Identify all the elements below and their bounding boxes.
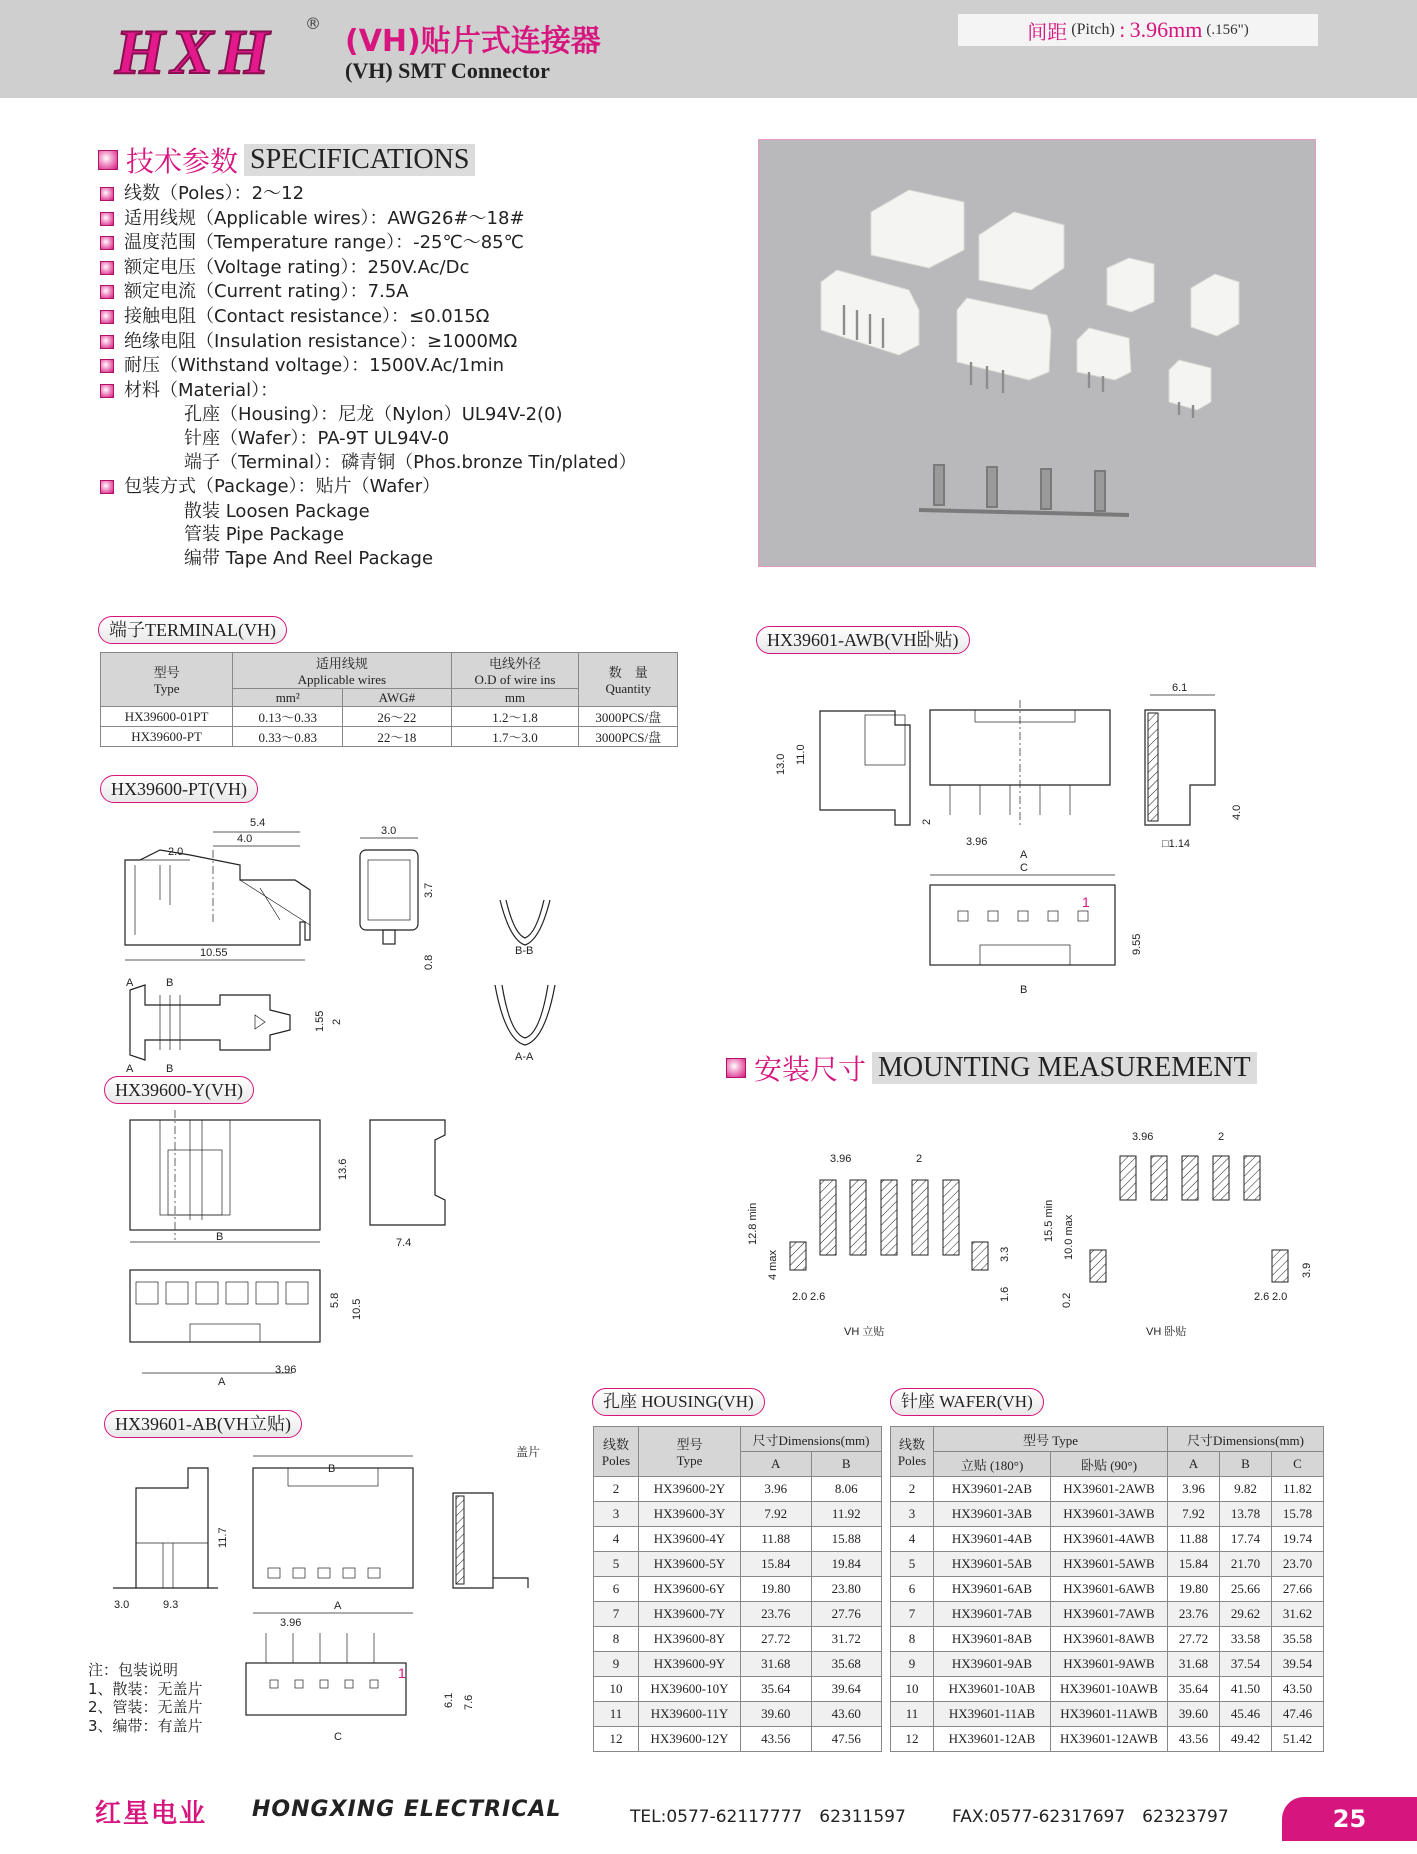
table-cell: HX39601-5AB	[934, 1552, 1051, 1577]
telephone: TEL:0577-62117777 62311597	[630, 1807, 906, 1827]
pitch-badge	[958, 14, 1318, 46]
bullet-icon	[100, 359, 114, 373]
table-cell: HX39600-4Y	[639, 1527, 741, 1552]
awg-header: AWG#	[343, 689, 451, 707]
table-row	[594, 1727, 882, 1752]
table-row	[891, 1552, 1324, 1577]
table-cell: HX39600-2Y	[639, 1477, 741, 1502]
dim-label: A-A	[515, 1051, 534, 1063]
fax: FAX:0577-62317697 62323797	[952, 1807, 1229, 1827]
table-cell: HX39601-3AB	[934, 1502, 1051, 1527]
table-row	[594, 1477, 882, 1502]
col-b-header: B	[1219, 1452, 1271, 1477]
dim-label: 4.0	[237, 833, 253, 845]
table-cell: 19.80	[1168, 1577, 1220, 1602]
dim-label: B-B	[515, 945, 534, 957]
table-cell: HX39601-12AWB	[1051, 1727, 1168, 1752]
packaging-note: 注：包装说明 1、散装：无盖片 2、管装：无盖片 3、编带：有盖片	[88, 1661, 203, 1735]
table-cell: 49.42	[1219, 1727, 1271, 1752]
material-item: 孔座（Housing）：尼龙（Nylon）UL94V-2(0)	[184, 404, 563, 426]
dim-label: 2	[916, 1153, 923, 1165]
dims-header: 尺寸Dimensions(mm)	[1168, 1427, 1324, 1452]
table-cell: 8	[594, 1627, 639, 1652]
table-cell: 6	[891, 1577, 934, 1602]
table-cell: 31.72	[811, 1627, 882, 1652]
table-cell: HX39601-11AB	[934, 1702, 1051, 1727]
dim-label: 3.96	[966, 836, 988, 848]
table-cell: 3.96	[741, 1477, 812, 1502]
table-cell: 35.64	[1168, 1677, 1220, 1702]
table-cell: 47.56	[811, 1727, 882, 1752]
mounting-title-cn: 安装尺寸	[754, 1053, 867, 1086]
page-title-en: (VH) SMT Connector	[345, 58, 550, 83]
company-name-en: HONGXING ELECTRICAL	[252, 1797, 562, 1822]
table-cell: 43.56	[741, 1727, 812, 1752]
terminal-qty-header: 数 量 Quantity	[579, 653, 678, 707]
table-cell: 8.06	[811, 1477, 882, 1502]
table-cell: 39.64	[811, 1677, 882, 1702]
type-header: 型号 Type	[934, 1427, 1168, 1452]
page-title-cn: (VH)贴片式连接器	[345, 24, 601, 59]
table-row	[594, 1552, 882, 1577]
table-cell: 33.58	[1219, 1627, 1271, 1652]
table-cell: 9.82	[1219, 1477, 1271, 1502]
dim-label: 10.0 max	[1063, 1214, 1075, 1260]
housing-table-body	[594, 1477, 882, 1752]
table-row	[891, 1727, 1324, 1752]
type-header: 型号 Type	[639, 1427, 741, 1477]
bullet-icon	[100, 261, 114, 275]
dim-label: 2	[1218, 1131, 1225, 1143]
y-label: HX39600-Y(VH)	[104, 1076, 254, 1104]
table-row	[891, 1677, 1324, 1702]
dim-label: 7.6	[463, 1694, 475, 1710]
dim-label: A	[126, 977, 134, 989]
table-cell: 43.50	[1271, 1677, 1323, 1702]
table-cell: 23.76	[1168, 1602, 1220, 1627]
dim-label: □1.14	[1162, 838, 1191, 850]
terminal-label: 端子TERMINAL(VH)	[98, 616, 287, 644]
dim-label: 3.0	[381, 825, 397, 837]
table-cell: HX39600-9Y	[639, 1652, 741, 1677]
table-cell: 31.62	[1271, 1602, 1323, 1627]
table-cell: HX39601-4AWB	[1051, 1527, 1168, 1552]
dim-label: B	[216, 1231, 224, 1243]
table-cell: 11.92	[811, 1502, 882, 1527]
table-cell: 15.88	[811, 1527, 882, 1552]
table-cell: 23.76	[741, 1602, 812, 1627]
table-cell: HX39601-8AWB	[1051, 1627, 1168, 1652]
bullet-icon	[100, 480, 114, 494]
std-header: 立贴 (180°)	[934, 1452, 1051, 1477]
table-cell: 43.60	[811, 1702, 882, 1727]
package-item: 散装 Loosen Package	[184, 500, 370, 522]
dim-label: 2.0	[168, 846, 184, 858]
table-cell: 3	[594, 1502, 639, 1527]
dim-label: B	[328, 1463, 336, 1475]
table-row: HX39600-01PT 0.13～0.33 26～22 1.2～1.8 3000PCS/盘	[101, 707, 678, 727]
table-cell: 27.66	[1271, 1577, 1323, 1602]
terminal-table	[100, 652, 678, 747]
table-row	[891, 1702, 1324, 1727]
table-cell: 6	[594, 1577, 639, 1602]
pitch-value: 3.96mm	[1129, 17, 1203, 42]
spec-item: 额定电压（Voltage rating）：250V.Ac/Dc	[100, 256, 636, 281]
wafer-table	[890, 1426, 1324, 1752]
dim-label: 2	[331, 1018, 343, 1025]
table-cell: 7.92	[741, 1502, 812, 1527]
table-row	[594, 1677, 882, 1702]
dim-label: 2.6	[1254, 1291, 1270, 1303]
ab-label: HX39601-AB(VH立贴)	[104, 1410, 302, 1438]
table-cell: 31.68	[1168, 1652, 1220, 1677]
awb-label: HX39601-AWB(VH卧贴)	[756, 626, 970, 654]
table-cell: 27.72	[1168, 1627, 1220, 1652]
bullet-icon	[100, 384, 114, 398]
dim-label: C	[334, 1731, 342, 1743]
table-row	[891, 1627, 1324, 1652]
dim-label: 11.7	[217, 1527, 229, 1548]
connector-photo-illustration	[759, 140, 1315, 566]
dim-label: 3.3	[999, 1246, 1011, 1262]
table-row	[891, 1502, 1324, 1527]
dim-label: B	[1020, 984, 1028, 996]
table-cell: 9	[891, 1652, 934, 1677]
table-cell: HX39601-6AB	[934, 1577, 1051, 1602]
product-photo	[758, 139, 1316, 567]
spec-item: 线数（Poles）：2～12	[100, 182, 636, 207]
dim-label: C	[1020, 862, 1028, 874]
table-cell: 15.84	[1168, 1552, 1220, 1577]
table-row: HX39600-PT 0.33～0.83 22～18 1.7～3.0 3000PCS/盘	[101, 727, 678, 747]
spec-item: 接触电阻（Contact resistance）：≤0.015Ω	[100, 305, 636, 330]
table-cell: HX39600-12Y	[639, 1727, 741, 1752]
table-cell: 17.74	[1219, 1527, 1271, 1552]
mm2-header: mm²	[233, 689, 343, 707]
table-cell: HX39600-11Y	[639, 1702, 741, 1727]
table-cell: 4	[594, 1527, 639, 1552]
dim-label: 2.0	[1272, 1291, 1288, 1303]
table-cell: 2	[594, 1477, 639, 1502]
dim-label: 9.3	[163, 1599, 179, 1611]
dim-label: 13.6	[337, 1158, 349, 1180]
table-cell: 11	[891, 1702, 934, 1727]
housing-label: 孔座 HOUSING(VH)	[592, 1388, 765, 1416]
bullet-icon	[100, 236, 114, 250]
table-cell: 37.54	[1219, 1652, 1271, 1677]
spec-item: 耐压（Withstand voltage）：1500V.Ac/1min	[100, 354, 636, 379]
table-cell: 23.80	[811, 1577, 882, 1602]
package-item: 管装 Pipe Package	[184, 524, 345, 546]
spec-item: 适用线规（Applicable wires）：AWG26#～18#	[100, 207, 636, 232]
terminal-od-header: 电线外径 O.D of wire ins	[451, 653, 579, 689]
table-cell: HX39601-9AB	[934, 1652, 1051, 1677]
housing-table	[593, 1426, 882, 1752]
bullet-icon	[100, 310, 114, 324]
table-row	[891, 1527, 1324, 1552]
table-cell: 3	[891, 1502, 934, 1527]
table-cell: 25.66	[1219, 1577, 1271, 1602]
table-cell: 10	[594, 1677, 639, 1702]
bullet-icon	[98, 150, 118, 170]
pin1-mark: 1	[1082, 894, 1090, 910]
dim-label: 0.8	[423, 954, 435, 970]
specs-title-en: SPECIFICATIONS	[244, 144, 475, 176]
specs-title-cn: 技术参数	[126, 145, 239, 178]
dim-label: 盖片	[516, 1445, 541, 1459]
specifications-heading	[98, 140, 475, 180]
table-row	[891, 1577, 1324, 1602]
dim-label: 3.96	[275, 1364, 297, 1376]
dims-header: 尺寸Dimensions(mm)	[741, 1427, 882, 1452]
dim-label: 4 max	[767, 1250, 779, 1280]
col-b-header: B	[811, 1452, 882, 1477]
dim-label: B	[166, 1063, 174, 1075]
mounting-caption: VH 立贴	[844, 1326, 885, 1338]
dim-label: 3.96	[1132, 1131, 1154, 1143]
table-cell: 35.68	[811, 1652, 882, 1677]
specs-list	[100, 182, 636, 570]
table-cell: 15.84	[741, 1552, 812, 1577]
table-cell: 39.54	[1271, 1652, 1323, 1677]
dim-label: A	[218, 1376, 226, 1388]
table-cell: HX39601-6AWB	[1051, 1577, 1168, 1602]
table-cell: 27.76	[811, 1602, 882, 1627]
dim-label: 5.4	[250, 817, 266, 829]
table-cell: 12	[594, 1727, 639, 1752]
table-cell: HX39600-7Y	[639, 1602, 741, 1627]
table-cell: HX39600-6Y	[639, 1577, 741, 1602]
col-c-header: C	[1271, 1452, 1323, 1477]
company-name-cn: 红星电业	[95, 1799, 208, 1829]
table-cell: 19.80	[741, 1577, 812, 1602]
table-cell: HX39601-9AWB	[1051, 1652, 1168, 1677]
table-cell: HX39601-12AB	[934, 1727, 1051, 1752]
dim-label: 3.96	[830, 1153, 852, 1165]
table-cell: HX39601-11AWB	[1051, 1702, 1168, 1727]
spec-item: 材料（Material）：	[100, 379, 636, 404]
pitch-colon: :	[1118, 18, 1126, 42]
dim-label: 0.2	[1061, 1292, 1073, 1308]
table-cell: 43.56	[1168, 1727, 1220, 1752]
spec-item: 温度范围（Temperature range）：-25℃～85℃	[100, 231, 636, 256]
bullet-icon	[100, 212, 114, 226]
table-cell: 23.70	[1271, 1552, 1323, 1577]
table-cell: 7	[594, 1602, 639, 1627]
table-cell: HX39600-3Y	[639, 1502, 741, 1527]
table-cell: HX39600-8Y	[639, 1627, 741, 1652]
dim-label: 6.1	[1172, 682, 1188, 694]
table-cell: 35.64	[741, 1677, 812, 1702]
table-cell: 7	[891, 1602, 934, 1627]
dim-label: A	[1020, 849, 1028, 861]
dim-label: 10.55	[200, 947, 228, 959]
hxh-logo: HXH	[115, 16, 276, 87]
dim-label: A	[126, 1063, 134, 1075]
dim-label: 1.6	[999, 1286, 1011, 1302]
col-a-header: A	[741, 1452, 812, 1477]
table-cell: 35.58	[1271, 1627, 1323, 1652]
table-cell: HX39601-10AB	[934, 1677, 1051, 1702]
table-cell: 3.96	[1168, 1477, 1220, 1502]
table-cell: 19.74	[1271, 1527, 1323, 1552]
table-row	[594, 1702, 882, 1727]
terminal-wires-header: 适用线规 Applicable wires	[233, 653, 451, 689]
table-row	[594, 1577, 882, 1602]
wafer-table-body	[891, 1477, 1324, 1752]
dim-label: 2.6	[810, 1291, 826, 1303]
bullet-icon	[100, 335, 114, 349]
table-cell: 45.46	[1219, 1702, 1271, 1727]
mounting-title-en: MOUNTING MEASUREMENT	[872, 1052, 1257, 1084]
poles-header: 线数 Poles	[594, 1427, 639, 1477]
table-cell: HX39601-4AB	[934, 1527, 1051, 1552]
table-cell: 31.68	[741, 1652, 812, 1677]
table-cell: 2	[891, 1477, 934, 1502]
poles-header: 线数 Poles	[891, 1427, 934, 1477]
bullet-icon	[100, 285, 114, 299]
material-item: 端子（Terminal）：磷青铜（Phos.bronze Tin/plated）	[184, 452, 637, 474]
table-cell: HX39601-5AWB	[1051, 1552, 1168, 1577]
bullet-icon	[726, 1058, 746, 1078]
dim-label: 12.8 min	[747, 1202, 759, 1245]
table-row	[891, 1477, 1324, 1502]
table-cell: 41.50	[1219, 1677, 1271, 1702]
bullet-icon	[100, 187, 114, 201]
page-number: 25	[1282, 1797, 1417, 1841]
table-cell: 39.60	[1168, 1702, 1220, 1727]
spec-item: 额定电流（Current rating）：7.5A	[100, 280, 636, 305]
dim-label: 13.0	[775, 753, 787, 775]
table-row	[594, 1627, 882, 1652]
dim-label: 15.5 min	[1043, 1199, 1055, 1242]
table-cell: 15.78	[1271, 1502, 1323, 1527]
dim-label: 1.55	[314, 1010, 326, 1032]
table-cell: HX39601-8AB	[934, 1627, 1051, 1652]
table-cell: 21.70	[1219, 1552, 1271, 1577]
table-cell: 29.62	[1219, 1602, 1271, 1627]
table-cell: 8	[891, 1627, 934, 1652]
dim-label: 6.1	[443, 1692, 455, 1708]
table-cell: 13.78	[1219, 1502, 1271, 1527]
mounting-caption: VH 卧贴	[1146, 1326, 1187, 1338]
table-cell: 5	[891, 1552, 934, 1577]
table-cell: HX39601-7AB	[934, 1602, 1051, 1627]
dim-label: 3.7	[423, 882, 435, 898]
table-cell: 47.46	[1271, 1702, 1323, 1727]
housing-drawing	[120, 1110, 460, 1390]
table-row	[594, 1652, 882, 1677]
dim-label: 5.8	[329, 1292, 341, 1308]
od-unit-header: mm	[451, 689, 579, 707]
spec-item: 绝缘电阻（Insulation resistance）：≥1000MΩ	[100, 330, 636, 355]
dim-label: 7.4	[396, 1237, 412, 1249]
table-cell: 5	[594, 1552, 639, 1577]
table-cell: HX39601-3AWB	[1051, 1502, 1168, 1527]
table-row	[891, 1602, 1324, 1627]
dim-label: 4.0	[1231, 804, 1243, 820]
pitch-label: 间距	[1027, 19, 1068, 44]
table-cell: 27.72	[741, 1627, 812, 1652]
table-cell: 51.42	[1271, 1727, 1323, 1752]
pitch-inch: (.156")	[1206, 21, 1249, 38]
table-cell: HX39600-5Y	[639, 1552, 741, 1577]
wafer-awb-drawing	[770, 675, 1330, 1005]
table-cell: 11.88	[1168, 1527, 1220, 1552]
terminal-drawing	[100, 810, 580, 1075]
table-row	[594, 1527, 882, 1552]
dim-label: 10.5	[351, 1298, 363, 1320]
dim-label: 2.0	[792, 1291, 808, 1303]
table-cell: 10	[891, 1677, 934, 1702]
dim-label: 3.9	[1301, 1262, 1313, 1278]
ra-header: 卧贴 (90°)	[1051, 1452, 1168, 1477]
table-cell: 39.60	[741, 1702, 812, 1727]
dim-label: 3.0	[114, 1599, 130, 1611]
pin1-mark: 1	[398, 1665, 406, 1681]
terminal-type-header: 型号 Type	[101, 653, 233, 707]
table-cell: 9	[594, 1652, 639, 1677]
spec-item: 包装方式（Package）：贴片（Wafer）	[100, 475, 636, 500]
wafer-label: 针座 WAFER(VH)	[890, 1388, 1044, 1416]
dim-label: A	[334, 1600, 342, 1612]
table-cell: 11.88	[741, 1527, 812, 1552]
mounting-drawing	[740, 1120, 1340, 1350]
table-cell: HX39601-10AWB	[1051, 1677, 1168, 1702]
table-cell: HX39601-2AWB	[1051, 1477, 1168, 1502]
pt-label: HX39600-PT(VH)	[100, 775, 258, 803]
dim-label: 9.55	[1131, 933, 1143, 955]
table-cell: 11.82	[1271, 1477, 1323, 1502]
table-row	[891, 1652, 1324, 1677]
table-cell: 4	[891, 1527, 934, 1552]
material-item: 针座（Wafer）：PA-9T UL94V-0	[184, 428, 450, 450]
table-cell: 12	[891, 1727, 934, 1752]
package-item: 编带 Tape And Reel Package	[184, 547, 434, 569]
table-cell: 7.92	[1168, 1502, 1220, 1527]
mounting-heading	[726, 1048, 1257, 1088]
dim-label: B	[166, 977, 174, 989]
table-cell: HX39601-2AB	[934, 1477, 1051, 1502]
table-cell: HX39600-10Y	[639, 1677, 741, 1702]
table-cell: 11	[594, 1702, 639, 1727]
dim-label: 3.96	[280, 1617, 302, 1629]
table-cell: 19.84	[811, 1552, 882, 1577]
table-cell: HX39601-7AWB	[1051, 1602, 1168, 1627]
dim-label: 11.0	[795, 744, 807, 765]
table-row	[594, 1502, 882, 1527]
dim-label: 2	[921, 818, 933, 825]
table-row	[594, 1602, 882, 1627]
pitch-en: (Pitch)	[1071, 21, 1115, 38]
registered-mark: ®	[305, 14, 321, 33]
col-a-header: A	[1168, 1452, 1220, 1477]
